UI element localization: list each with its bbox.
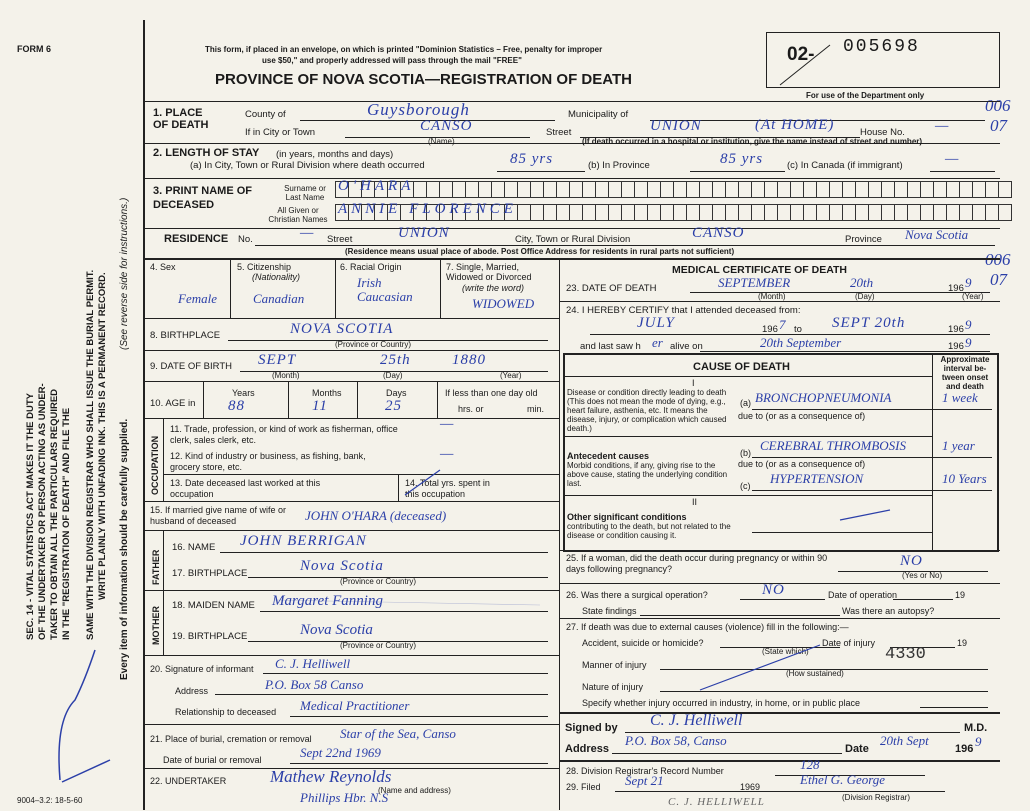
state-which-caption: (State which): [762, 647, 809, 656]
death-year-prefix: 196: [948, 283, 964, 294]
father-vertical: FATHER: [151, 549, 161, 585]
last-year-suffix[interactable]: 9: [965, 335, 972, 350]
accident-label: Accident, suicide or homicide?: [582, 638, 704, 648]
last-saw-her[interactable]: er: [652, 335, 663, 350]
q12-label: 12. Kind of industry or business, as fishing, bank, grocery store, etc.: [170, 451, 366, 472]
from-year-prefix: 196: [762, 324, 778, 335]
racial-label: 6. Racial Origin: [340, 262, 402, 272]
q25-label: 25. If a woman, did the death occur during pregnancy or within 90 days following pregnancy?: [566, 553, 828, 574]
stay-sub: (in years, months and days): [276, 149, 394, 160]
death-day-caption: (Day): [855, 292, 875, 301]
to-year-suffix[interactable]: 9: [965, 317, 972, 332]
form-code: 9004–3.2: 18-5-60: [17, 796, 83, 805]
q14-label: 14. Total yrs. spent in this occupation: [405, 478, 490, 499]
relationship-value[interactable]: Medical Practitioner: [300, 698, 410, 713]
q12-value[interactable]: —: [440, 446, 455, 462]
filed-date[interactable]: Sept 21: [625, 773, 664, 788]
stay-a-value[interactable]: 85 yrs: [510, 151, 554, 167]
residence-street[interactable]: UNION: [398, 225, 450, 241]
street-value[interactable]: UNION: [650, 118, 702, 134]
name-caption: (Name): [428, 137, 455, 146]
department-note: For use of the Department only: [806, 91, 925, 100]
last-year-prefix: 196: [948, 341, 964, 352]
last-saw-label: and last saw h: [580, 341, 641, 352]
injury-date-19: 19: [957, 638, 968, 648]
father-birthplace[interactable]: Nova Scotia: [300, 558, 384, 574]
serial-number: 4330: [885, 645, 926, 664]
other-sig-heading: Other significant conditions: [567, 512, 687, 522]
age-label: 10. AGE in: [150, 398, 196, 409]
mail-notice-2: use $50," and properly addressed will pass through the mail "FREE": [262, 56, 522, 65]
months-label: Months: [312, 388, 342, 398]
city-label: If in City or Town: [245, 127, 316, 138]
dob-month-caption: (Month): [272, 371, 300, 380]
dob-year-caption: (Year): [500, 371, 522, 380]
place-heading: 1. PLACE OF DEATH: [153, 107, 209, 131]
attended-to[interactable]: SEPT 20th: [832, 315, 906, 331]
birthplace-caption: (Province or Country): [335, 340, 412, 349]
residence-no[interactable]: —: [300, 225, 315, 241]
stay-b-label: (b) In Province: [588, 160, 650, 171]
citizenship-value[interactable]: Canadian: [253, 291, 305, 306]
cause-b-interval[interactable]: 1 year: [942, 438, 975, 453]
residence-no-label: No.: [238, 234, 253, 245]
findings-label: State findings: [582, 606, 637, 616]
record-number[interactable]: 128: [800, 757, 820, 772]
q28-label: 28. Division Registrar's Record Number: [566, 766, 724, 776]
to-label: to: [794, 324, 802, 335]
given-label: All Given or Christian Names: [268, 206, 328, 224]
residence-city[interactable]: CANSO: [692, 225, 745, 241]
mail-notice-1: This form, if placed in an envelope, on which is printed "Dominion Statistics – Free, penalty for improper: [205, 45, 603, 54]
bottom-signature: C. J. HELLIWELL: [668, 796, 765, 808]
at-home-note[interactable]: (At HOME): [755, 117, 835, 133]
stay-b-value[interactable]: 85 yrs: [720, 151, 764, 167]
q22-label: 22. UNDERTAKER: [150, 776, 227, 786]
due-to-2: due to (or as a consequence of): [738, 459, 866, 469]
q26-label: 26. Was there a surgical operation?: [566, 590, 708, 600]
birthplace-label: 8. BIRTHPLACE: [150, 330, 221, 341]
stay-heading: 2. LENGTH OF STAY: [153, 147, 260, 159]
death-month-caption: (Month): [758, 292, 786, 301]
citizenship-sub: (Nationality): [252, 272, 301, 282]
surname-label: Surname or Last Name: [284, 184, 326, 202]
years-label: Years: [232, 388, 255, 398]
dob-day[interactable]: 25th: [380, 352, 411, 368]
to-year-prefix: 196: [948, 324, 964, 335]
disease-text: Disease or condition directly leading to death (This does not mean the mode of dying, e.g., heart failure, asthenia, etc. It means the disease, injury, or complication which caused death.): [567, 388, 727, 433]
county-label: County of: [245, 109, 286, 120]
autopsy-label: Was there an autopsy?: [842, 606, 935, 616]
reg-number: 005698: [843, 37, 920, 57]
dob-year[interactable]: 1880: [452, 352, 486, 368]
from-year-suffix[interactable]: 7: [779, 317, 786, 332]
cause-c-interval[interactable]: 10 Years: [942, 471, 987, 486]
manner-label: Manner of injury: [582, 660, 647, 670]
death-day[interactable]: 20th: [850, 275, 874, 290]
stay-c-value[interactable]: —: [945, 151, 960, 167]
alive-on-label: alive on: [670, 341, 703, 352]
side-notice-2: OF THE UNDERTAKER OR PERSON ACTING AS UNDER-: [37, 383, 48, 640]
signed-by-label: Signed by: [565, 722, 618, 734]
house-value[interactable]: —: [935, 118, 950, 134]
residence-note: (Residence means usual place of abode. Post Office Address for residents in rural parts not sufficient): [345, 247, 735, 256]
father-name[interactable]: JOHN BERRIGAN: [240, 533, 367, 549]
age-years[interactable]: 88: [228, 398, 245, 414]
county-value[interactable]: Guysborough: [367, 100, 470, 119]
margin-code-4: 07: [990, 270, 1007, 289]
reg-prefix: 02-: [787, 44, 815, 65]
antecedent-heading: Antecedent causes: [567, 451, 650, 461]
margin-code-3: 006: [985, 250, 1011, 269]
yes-no-caption: (Yes or No): [902, 571, 943, 580]
sex-label: 4. Sex: [150, 262, 176, 272]
q24-label: 24. I HEREBY CERTIFY that I attended deceased from:: [566, 305, 801, 316]
cause-b[interactable]: CEREBRAL THROMBOSIS: [760, 438, 906, 453]
father-bp-caption: (Province or Country): [340, 577, 417, 586]
hrs-label: hrs. or: [458, 404, 484, 414]
cause-heading: CAUSE OF DEATH: [693, 361, 790, 373]
mother-vertical: MOTHER: [151, 606, 161, 645]
dob-month[interactable]: SEPT: [258, 352, 297, 368]
other-sig-text: contributing to the death, but not related to the disease or condition causing it.: [567, 522, 731, 540]
op-date-label: Date of operation: [828, 590, 898, 600]
form-title: PROVINCE OF NOVA SCOTIA—REGISTRATION OF DEATH: [215, 71, 632, 88]
racial-value[interactable]: Irish Caucasian: [357, 275, 413, 304]
sign-year-suffix[interactable]: 9: [975, 734, 982, 749]
op-date-19: 19: [955, 590, 966, 600]
cause-c-label: (c): [740, 481, 751, 491]
dob-label: 9. DATE OF BIRTH: [150, 361, 232, 372]
registrar-signature[interactable]: Ethel G. George: [800, 772, 886, 787]
burial-place[interactable]: Star of the Sea, Canso: [340, 726, 456, 741]
age-days[interactable]: 25: [385, 398, 402, 414]
q16-label: 16. NAME: [172, 542, 216, 553]
mother-name[interactable]: Margaret Fanning: [272, 593, 383, 609]
residence-heading: RESIDENCE: [164, 233, 229, 245]
cause-a-interval[interactable]: 1 week: [942, 390, 978, 405]
side-notice-3: TAKER TO OBTAIN ALL THE PARTICULARS REQUIRED: [49, 388, 60, 640]
registrar-caption: (Division Registrar): [842, 793, 911, 802]
side-notice-8: (See reverse side for instructions.): [119, 197, 130, 350]
physician-address[interactable]: P.O. Box 58, Canso: [625, 733, 727, 748]
last-saw-date[interactable]: 20th September: [760, 335, 842, 350]
dob-day-caption: (Day): [383, 371, 403, 380]
side-notice-1: SEC. 14 - VITAL STATISTICS ACT MAKES IT THE DUTY: [25, 392, 36, 640]
md-label: M.D.: [964, 722, 988, 734]
residence-city-label: City, Town or Rural Division: [515, 234, 631, 245]
burial-date[interactable]: Sept 22nd 1969: [300, 745, 381, 760]
marital-value[interactable]: WIDOWED: [472, 296, 535, 311]
sign-date-label: Date: [845, 743, 869, 755]
mother-birthplace[interactable]: Nova Scotia: [300, 622, 373, 638]
roman-1: I: [692, 378, 695, 388]
under-day-label: If less than one day old: [445, 388, 538, 398]
surname-value[interactable]: O'HARA: [338, 178, 415, 194]
physician-signature[interactable]: C. J. Helliwell: [650, 712, 743, 729]
cause-a[interactable]: BRONCHOPNEUMONIA: [755, 390, 892, 405]
q27-label: 27. If death was due to external causes (violence) fill in the following:—: [566, 622, 849, 632]
q19-label: 19. BIRTHPLACE: [172, 631, 248, 642]
citizenship-label: 5. Citizenship: [237, 262, 292, 272]
death-year-suffix[interactable]: 9: [965, 275, 972, 290]
sex-value[interactable]: Female: [178, 291, 217, 306]
q18-label: 18. MAIDEN NAME: [172, 600, 255, 611]
house-label: House No.: [860, 127, 905, 138]
due-to-1: due to (or as a consequence of): [738, 411, 866, 421]
death-month[interactable]: SEPTEMBER: [718, 275, 791, 290]
q11-value[interactable]: —: [440, 416, 455, 432]
how-sustained-caption: (How sustained): [786, 669, 844, 678]
q29-label: 29. Filed: [566, 782, 601, 792]
side-notice-4: IN THE "REGISTRATION OF DEATH" AND FILE THE: [61, 407, 72, 640]
form-number: FORM 6: [17, 44, 52, 54]
q23-label: 23. DATE OF DEATH: [566, 283, 657, 294]
occupation-vertical: OCCUPATION: [150, 435, 160, 495]
side-notice-7: Every item of information should be carefully supplied.: [119, 418, 130, 680]
birthplace-value[interactable]: NOVA SCOTIA: [290, 321, 394, 337]
attended-from[interactable]: JULY: [637, 315, 675, 331]
municipality-label: Municipality of: [568, 109, 629, 120]
stay-c-label: (c) In Canada (if immigrant): [787, 160, 903, 171]
age-months[interactable]: 11: [312, 398, 328, 414]
days-label: Days: [386, 388, 407, 398]
margin-code-2: 07: [990, 116, 1007, 135]
q21-label: 21. Place of burial, cremation or removal: [150, 734, 312, 744]
sign-year-prefix: 196: [955, 743, 974, 755]
cause-c[interactable]: HYPERTENSION: [770, 471, 864, 486]
residence-province[interactable]: Nova Scotia: [905, 227, 969, 242]
informant-signature[interactable]: C. J. Helliwell: [275, 656, 351, 671]
cause-a-label: (a): [740, 398, 751, 408]
residence-street-label: Street: [327, 234, 353, 245]
roman-2: II: [692, 497, 698, 507]
death-year-caption: (Year): [962, 292, 984, 301]
nature-label: Nature of injury: [582, 682, 644, 692]
q26-answer[interactable]: NO: [762, 582, 785, 598]
spouse-value[interactable]: JOHN O'HARA (deceased): [305, 508, 447, 523]
marital-label: 7. Single, Married, Widowed or Divorced: [446, 262, 532, 282]
physician-address-label: Address: [565, 743, 610, 755]
filed-year: 1969: [740, 782, 761, 792]
undertaker-name[interactable]: Mathew Reynolds: [270, 767, 392, 786]
antecedent-text: Morbid conditions, if any, giving rise to the above cause, stating the underlying condition last.: [567, 461, 728, 488]
cause-b-label: (b): [740, 448, 751, 458]
side-notice-5: SAME WITH THE DIVISION REGISTRAR WHO SHALL ISSUE THE BURIAL PERMIT.: [85, 269, 96, 640]
relationship-label: Relationship to deceased: [175, 707, 277, 717]
q15-label: 15. If married give name of wife or husband of deceased: [150, 505, 287, 526]
informant-address[interactable]: P.O. Box 58 Canso: [265, 677, 364, 692]
q13-label: 13. Date deceased last worked at this occupation: [170, 478, 321, 499]
q20-label: 20. Signature of informant: [150, 664, 254, 674]
given-value[interactable]: ANNIE FLORENCE: [338, 201, 517, 217]
stay-a-label: (a) In City, Town or Rural Division where death occurred: [190, 160, 425, 171]
q11-label: 11. Trade, profession, or kind of work as fisherman, office clerk, sales clerk, etc.: [170, 424, 398, 445]
city-value[interactable]: CANSO: [420, 118, 473, 134]
min-label: min.: [527, 404, 545, 414]
q25-answer[interactable]: NO: [900, 553, 923, 569]
marital-sub: (write the word): [462, 283, 525, 293]
informant-address-label: Address: [175, 686, 209, 696]
specify-label: Specify whether injury occurred in industry, in home, or in public place: [582, 698, 860, 708]
q17-label: 17. BIRTHPLACE: [172, 568, 248, 579]
sign-date[interactable]: 20th Sept: [880, 733, 929, 748]
hospital-note: (If death occurred in a hospital or institution, give the name instead of street and number): [582, 137, 923, 146]
street-label: Street: [546, 127, 572, 138]
name-heading: 3. PRINT NAME OF DECEASED: [153, 185, 253, 211]
residence-province-label: Province: [845, 234, 882, 245]
interval-heading: Approximate interval be-tween onset and death: [940, 355, 990, 391]
side-notice-6: WRITE PLAINLY WITH UNFADING INK. THIS IS A PERMANENT RECORD.: [97, 272, 108, 600]
name-address-caption: (Name and address): [378, 786, 451, 795]
undertaker-address[interactable]: Phillips Hbr. N.S: [300, 790, 389, 805]
medical-heading: MEDICAL CERTIFICATE OF DEATH: [672, 264, 847, 276]
injury-date-label: Date of injury: [822, 638, 876, 648]
margin-code-1: 006: [985, 96, 1011, 115]
mother-bp-caption: (Province or Country): [340, 641, 417, 650]
burial-date-label: Date of burial or removal: [163, 755, 262, 765]
